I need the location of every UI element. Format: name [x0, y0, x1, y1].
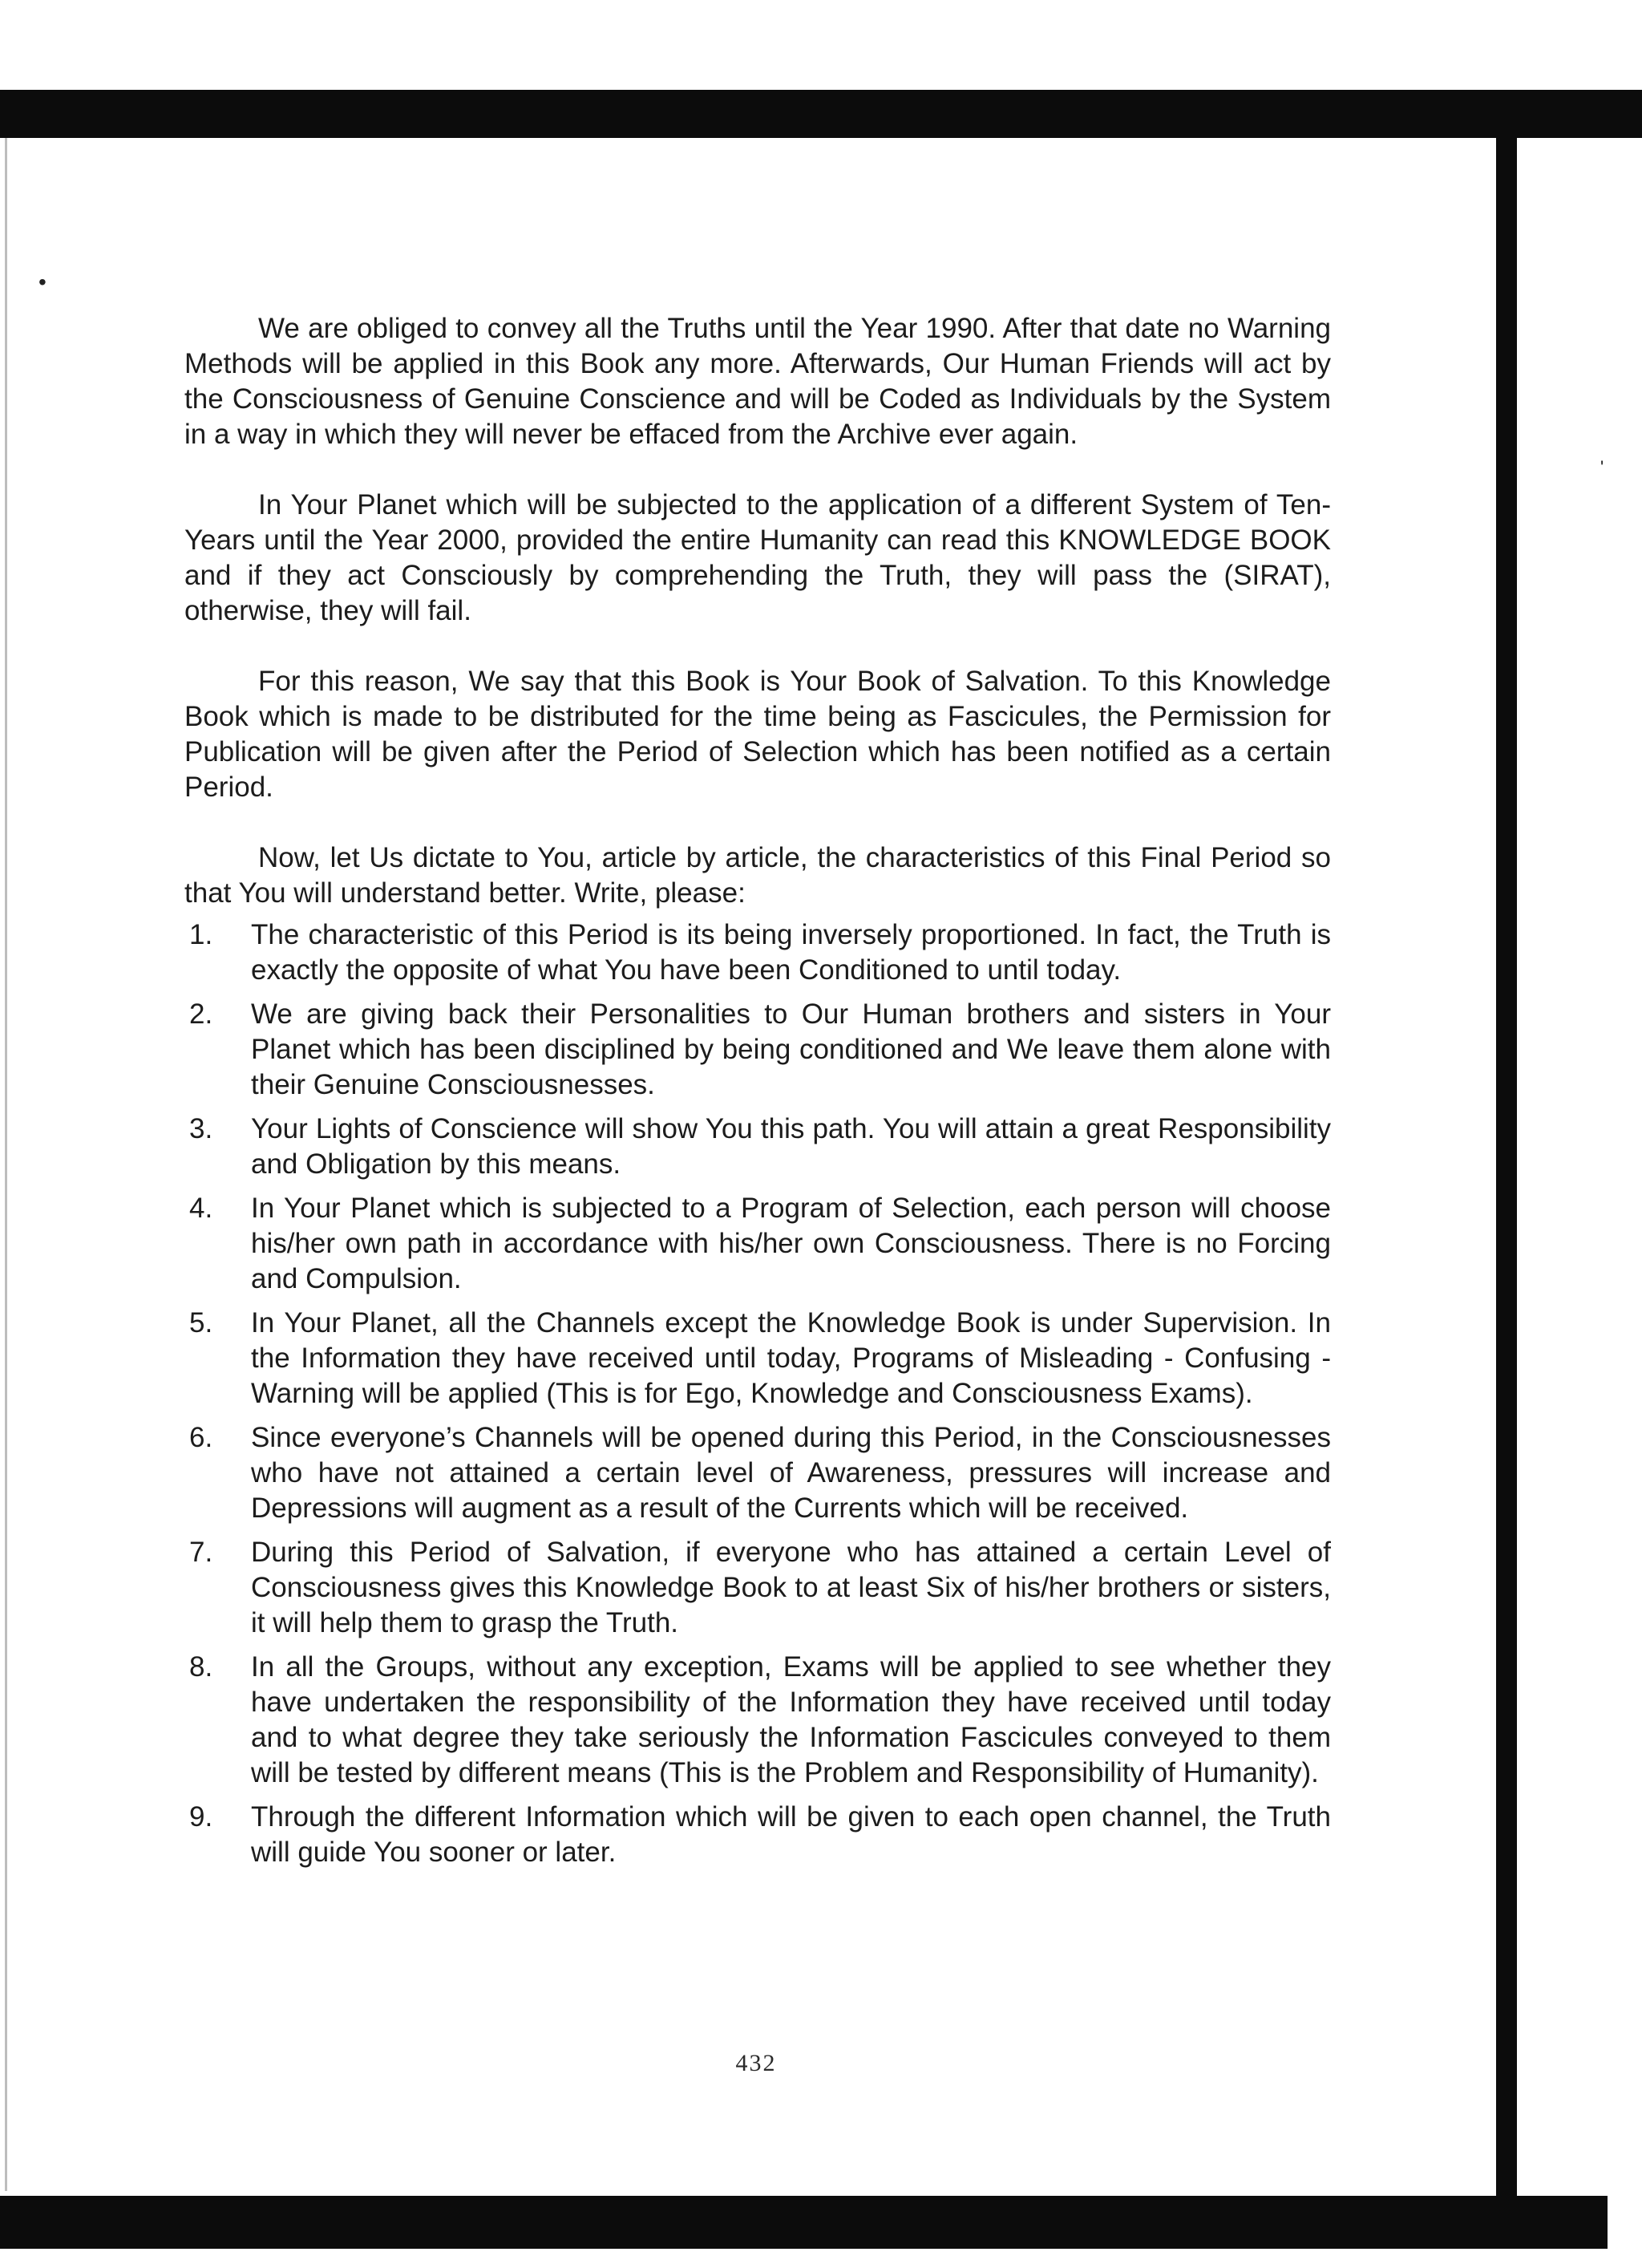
item-number: 8. [189, 1651, 213, 1683]
article-list [184, 917, 1331, 1870]
item-text: In all the Groups, without any exception, Exams will be applied to see whether they have undertaken the responsibility of the Information they have received until today and to what degree they take seriously the Information Fascicules conveyed to them will be tested by different means (This is the Problem and Responsibility of Humanity). [251, 1651, 1331, 1788]
scan-top-border [0, 90, 1642, 138]
scan-right-border [1496, 138, 1517, 2205]
list-item [184, 1650, 1331, 1791]
item-text: During this Period of Salvation, if everyone who has attained a certain Level of Consciousness gives this Knowledge Book to at least Six of his/her brothers or sisters, it will help them to grasp the Truth. [251, 1537, 1331, 1638]
page-body [184, 311, 1331, 1879]
item-text: Your Lights of Conscience will show You this path. You will attain a great Responsibility and Obligation by this means. [251, 1113, 1331, 1180]
item-number: 9. [189, 1801, 213, 1833]
paragraph: For this reason, We say that this Book is Your Book of Salvation. To this Knowledge Book which is made to be distributed for the time being as Fascicules, the Permission for Publication will be given after the Period of Selection which has been notified as a certain Period. [184, 666, 1331, 803]
page-number: 432 [735, 2050, 777, 2076]
list-item [184, 1191, 1331, 1297]
list-item [184, 917, 1331, 988]
list-item [184, 1535, 1331, 1641]
item-text: We are giving back their Personalities to Our Human brothers and sisters in Your Planet which has been disciplined by being conditioned and We leave them alone with their Genuine Consciousnesses. [251, 998, 1331, 1100]
paragraph: We are obliged to convey all the Truths until the Year 1990. After that date no Warning Methods will be applied in this Book any more. Afterwards, Our Human Friends will act by the Consciousness of Genuine Conscience and will be Coded as Individuals by the System in a way in which they will never be effaced from the Archive ever again. [184, 313, 1331, 450]
item-text: In Your Planet which is subjected to a Program of Selection, each person will choose his/her own path in accordance with his/her own Consciousness. There is no Forcing and Compulsion. [251, 1193, 1331, 1294]
list-item [184, 1800, 1331, 1870]
item-number: 1. [189, 919, 213, 950]
scan-speck: ' [1600, 457, 1604, 477]
list-item [184, 1306, 1331, 1411]
item-text: Since everyone’s Channels will be opened during this Period, in the Consciousnesses who have not attained a certain level of Awareness, pressures will increase and Depressions will augment as a result of the Currents which will be received. [251, 1422, 1331, 1524]
scan-left-edge [5, 138, 7, 2191]
item-number: 5. [189, 1307, 213, 1339]
item-text: Through the different Information which will be given to each open channel, the Truth will guide You sooner or later. [251, 1801, 1331, 1868]
scan-bottom-border [0, 2196, 1608, 2249]
item-number: 3. [189, 1113, 213, 1144]
item-text: The characteristic of this Period is its being inversely proportioned. In fact, the Truth is exactly the opposite of what You have been Conditioned to until today. [251, 919, 1331, 986]
item-number: 7. [189, 1537, 213, 1568]
list-item [184, 1112, 1331, 1182]
item-number: 2. [189, 998, 213, 1030]
list-intro: Now, let Us dictate to You, article by article, the characteristics of this Final Period so that You will understand better. Write, please: [184, 842, 1331, 909]
list-item [184, 1420, 1331, 1526]
item-text: In Your Planet, all the Channels except the Knowledge Book is under Supervision. In the Information they have received until today, Programs of Misleading - Confusing - Warning will be applied (This is for Ego, Knowledge and Consciousness Exams). [251, 1307, 1331, 1409]
item-number: 6. [189, 1422, 213, 1453]
paragraph: In Your Planet which will be subjected to the application of a different System of Ten-Years until the Year 2000, provided the entire Humanity can read this KNOWLEDGE BOOK and if they act Consciously by comprehending the Truth, they will pass the (SIRAT), otherwise, they will fail. [184, 489, 1331, 626]
scan-speck: • [38, 269, 47, 294]
item-number: 4. [189, 1193, 213, 1224]
list-item [184, 997, 1331, 1103]
